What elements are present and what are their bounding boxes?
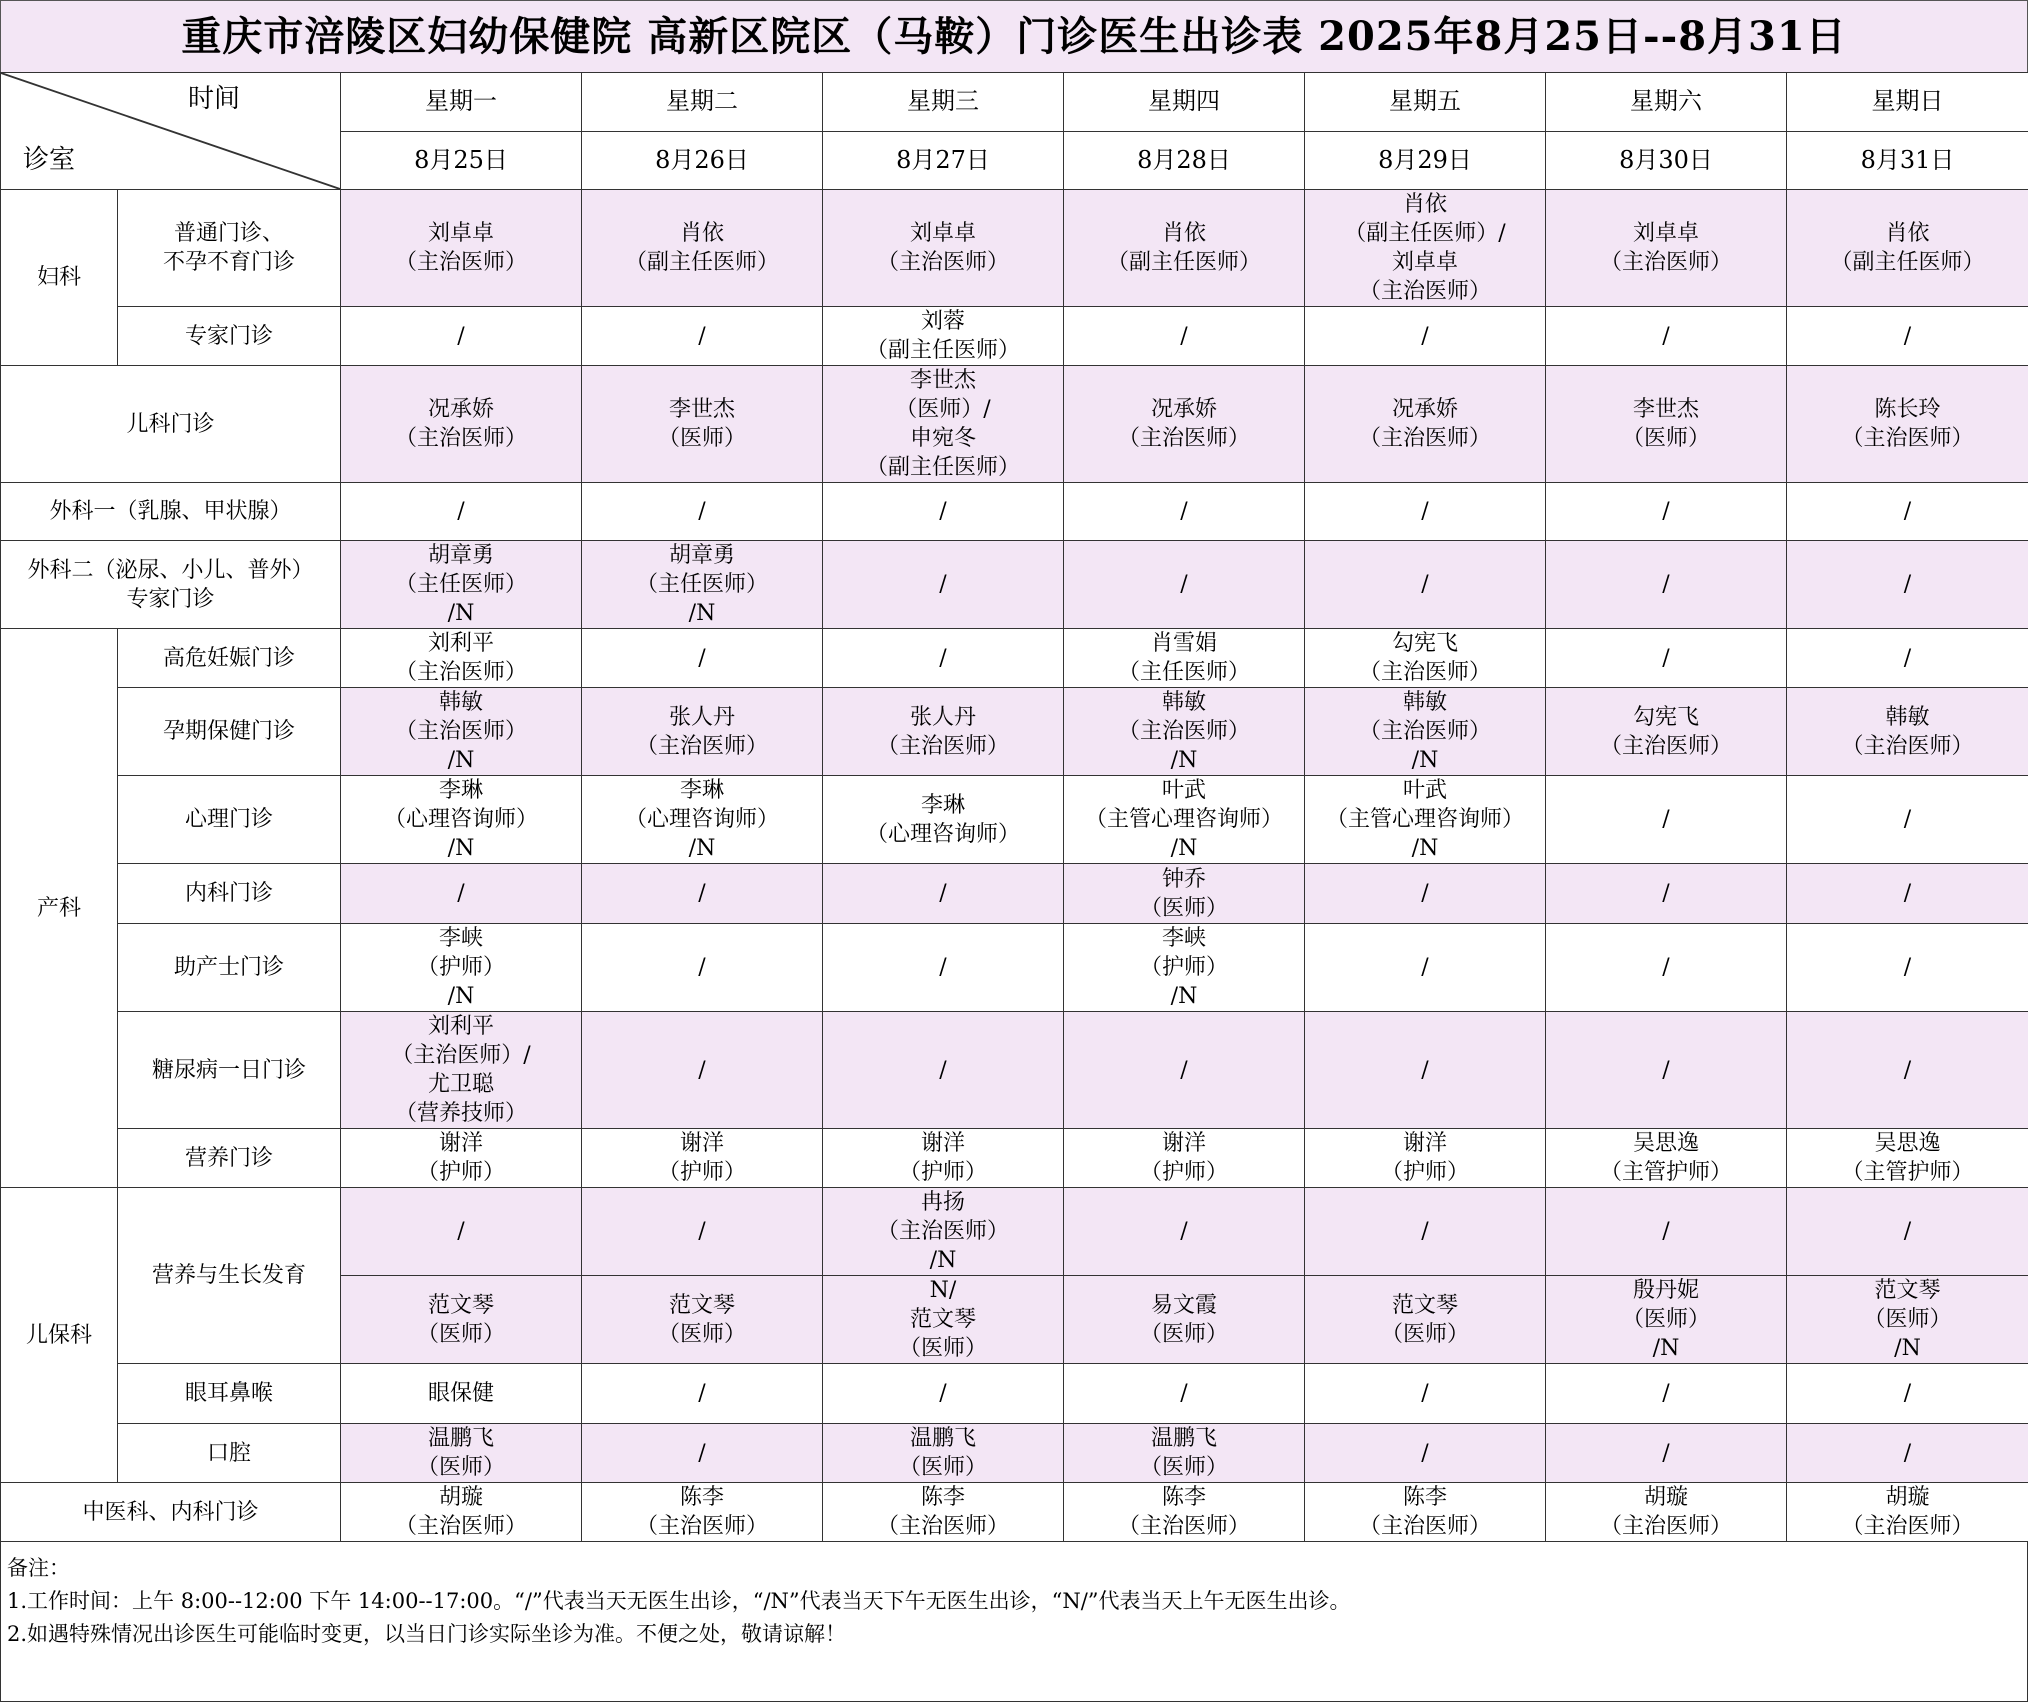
- schedule-cell: /: [1064, 307, 1305, 366]
- table-row: [1, 1424, 2028, 1483]
- schedule-cell: 肖雪娟 （主任医师）: [1064, 629, 1305, 688]
- schedule-cell: /: [823, 483, 1064, 541]
- schedule-cell: 肖依 （副主任医师）/ 刘卓卓 （主治医师）: [1305, 190, 1546, 307]
- clinic-cell: 营养门诊: [118, 1129, 341, 1188]
- schedule-cell: 李世杰 （医师）: [582, 366, 823, 483]
- schedule-cell: /: [1546, 629, 1787, 688]
- schedule-cell: /: [341, 1188, 582, 1276]
- schedule-cell: 范文琴 （医师）: [1305, 1276, 1546, 1364]
- schedule-cell: 刘蓉 （副主任医师）: [823, 307, 1064, 366]
- schedule-cell: /: [1787, 629, 2028, 688]
- schedule-cell: 李峡 （护师） /N: [341, 924, 582, 1012]
- schedule-cell: /: [1305, 307, 1546, 366]
- schedule-cell: 勾宪飞 （主治医师）: [1546, 688, 1787, 776]
- schedule-cell: 刘卓卓 （主治医师）: [1546, 190, 1787, 307]
- schedule-cell: 刘卓卓 （主治医师）: [823, 190, 1064, 307]
- department-cell: 妇科: [1, 190, 118, 366]
- schedule-cell: 吴思逸 （主管护师）: [1546, 1129, 1787, 1188]
- weekday-header: 星期四: [1064, 73, 1305, 132]
- department-cell: 中医科、内科门诊: [1, 1483, 341, 1542]
- notes-line: 1.工作时间：上午 8:00--12:00 下午 14:00--17:00。“/”代表当天无医生出诊，“/N”代表当天下午无医生出诊，“N/”代表当天上午无医生出诊。: [7, 1585, 2021, 1618]
- schedule-cell: 陈李 （主治医师）: [823, 1483, 1064, 1542]
- schedule-cell: /: [1787, 1012, 2028, 1129]
- schedule-cell: 谢洋 （护师）: [582, 1129, 823, 1188]
- table-row: [1, 190, 2028, 307]
- schedule-cell: /: [1787, 483, 2028, 541]
- schedule-cell: 肖依 （副主任医师）: [1064, 190, 1305, 307]
- schedule-cell: /: [1064, 1188, 1305, 1276]
- schedule-cell: /: [1787, 1188, 2028, 1276]
- schedule-cell: 李琳 （心理咨询师） /N: [582, 776, 823, 864]
- schedule-cell: /: [1546, 1012, 1787, 1129]
- schedule-cell: /: [1546, 541, 1787, 629]
- schedule-cell: /: [582, 1012, 823, 1129]
- schedule-cell: 况承娇 （主治医师）: [341, 366, 582, 483]
- schedule-cell: 韩敏 （主治医师） /N: [1064, 688, 1305, 776]
- schedule-cell: /: [1064, 483, 1305, 541]
- schedule-cell: /: [1064, 541, 1305, 629]
- schedule-cell: /: [823, 924, 1064, 1012]
- schedule-cell: 李世杰 （医师）/ 申宛冬 （副主任医师）: [823, 366, 1064, 483]
- schedule-cell: /: [1305, 1424, 1546, 1483]
- schedule-cell: /: [1546, 864, 1787, 924]
- schedule-cell: 谢洋 （护师）: [1064, 1129, 1305, 1188]
- table-row: [1, 1364, 2028, 1424]
- schedule-cell: /: [1546, 1424, 1787, 1483]
- schedule-cell: /: [1546, 307, 1787, 366]
- schedule-cell: /: [823, 1364, 1064, 1424]
- table-row: [1, 776, 2028, 864]
- clinic-cell: 糖尿病一日门诊: [118, 1012, 341, 1129]
- schedule-cell: /: [1787, 776, 2028, 864]
- schedule-cell: 张人丹 （主治医师）: [582, 688, 823, 776]
- schedule-table: [0, 72, 2028, 1542]
- schedule-cell: /: [341, 307, 582, 366]
- schedule-cell: /: [582, 924, 823, 1012]
- clinic-cell: 助产士门诊: [118, 924, 341, 1012]
- schedule-cell: 勾宪飞 （主治医师）: [1305, 629, 1546, 688]
- department-cell: 外科一（乳腺、甲状腺）: [1, 483, 341, 541]
- table-row: [1, 1483, 2028, 1542]
- schedule-cell: 李琳 （心理咨询师） /N: [341, 776, 582, 864]
- schedule-cell: /: [582, 483, 823, 541]
- schedule-cell: /: [1787, 541, 2028, 629]
- schedule-cell: 陈李 （主治医师）: [582, 1483, 823, 1542]
- department-cell: 儿科门诊: [1, 366, 341, 483]
- weekday-header: 星期三: [823, 73, 1064, 132]
- date-header: 8月30日: [1546, 131, 1787, 190]
- schedule-cell: 谢洋 （护师）: [1305, 1129, 1546, 1188]
- schedule-cell: /: [341, 864, 582, 924]
- schedule-cell: /: [1787, 1364, 2028, 1424]
- table-row: [1, 541, 2028, 629]
- clinic-cell: 心理门诊: [118, 776, 341, 864]
- schedule-cell: 胡章勇 （主任医师） /N: [582, 541, 823, 629]
- notes-line: 2.如遇特殊情况出诊医生可能临时变更，以当日门诊实际坐诊为准。不便之处，敬请谅解！: [7, 1618, 2021, 1651]
- schedule-cell: 韩敏 （主治医师）: [1787, 688, 2028, 776]
- schedule-cell: 温鹏飞 （医师）: [823, 1424, 1064, 1483]
- clinic-cell: 专家门诊: [118, 307, 341, 366]
- weekday-header: 星期五: [1305, 73, 1546, 132]
- schedule-cell: /: [1305, 541, 1546, 629]
- schedule-cell: /: [1787, 864, 2028, 924]
- schedule-cell: 韩敏 （主治医师） /N: [341, 688, 582, 776]
- schedule-cell: 谢洋 （护师）: [341, 1129, 582, 1188]
- schedule-cell: /: [1546, 483, 1787, 541]
- table-row: [1, 1012, 2028, 1129]
- schedule-cell: 范文琴 （医师） /N: [1787, 1276, 2028, 1364]
- schedule-cell: 陈李 （主治医师）: [1064, 1483, 1305, 1542]
- schedule-cell: N/ 范文琴 （医师）: [823, 1276, 1064, 1364]
- table-row: [1, 366, 2028, 483]
- corner-header: [1, 73, 341, 190]
- schedule-cell: 范文琴 （医师）: [341, 1276, 582, 1364]
- weekday-header: 星期一: [341, 73, 582, 132]
- schedule-cell: /: [582, 307, 823, 366]
- table-row: [1, 483, 2028, 541]
- department-cell: 产科: [1, 629, 118, 1188]
- date-header: 8月28日: [1064, 131, 1305, 190]
- schedule-cell: /: [582, 1424, 823, 1483]
- date-header: 8月31日: [1787, 131, 2028, 190]
- schedule-cell: 刘利平 （主治医师）/ 尤卫聪 （营养技师）: [341, 1012, 582, 1129]
- schedule-cell: /: [1546, 924, 1787, 1012]
- clinic-cell: 孕期保健门诊: [118, 688, 341, 776]
- schedule-cell: 冉扬 （主治医师） /N: [823, 1188, 1064, 1276]
- schedule-cell: 胡璇 （主治医师）: [1787, 1483, 2028, 1542]
- schedule-cell: /: [1305, 483, 1546, 541]
- schedule-cell: 叶武 （主管心理咨询师） /N: [1305, 776, 1546, 864]
- schedule-cell: /: [582, 629, 823, 688]
- schedule-cell: /: [1546, 776, 1787, 864]
- schedule-cell: 李峡 （护师） /N: [1064, 924, 1305, 1012]
- schedule-cell: /: [1305, 924, 1546, 1012]
- clinic-cell: 高危妊娠门诊: [118, 629, 341, 688]
- schedule-cell: 钟乔 （医师）: [1064, 864, 1305, 924]
- schedule-cell: 胡璇 （主治医师）: [1546, 1483, 1787, 1542]
- schedule-cell: 韩敏 （主治医师） /N: [1305, 688, 1546, 776]
- table-row: [1, 629, 2028, 688]
- date-header: 8月26日: [582, 131, 823, 190]
- schedule-cell: /: [582, 1364, 823, 1424]
- clinic-cell: 口腔: [118, 1424, 341, 1483]
- schedule-cell: /: [582, 1188, 823, 1276]
- date-header: 8月29日: [1305, 131, 1546, 190]
- notes-heading: 备注：: [7, 1552, 2021, 1585]
- schedule-cell: 刘卓卓 （主治医师）: [341, 190, 582, 307]
- table-row: [1, 864, 2028, 924]
- schedule-cell: /: [1305, 1012, 1546, 1129]
- schedule-cell: /: [823, 541, 1064, 629]
- schedule-cell: 谢洋 （护师）: [823, 1129, 1064, 1188]
- schedule-cell: /: [1305, 1364, 1546, 1424]
- schedule-cell: /: [341, 483, 582, 541]
- schedule-cell: /: [1064, 1364, 1305, 1424]
- schedule-cell: /: [823, 629, 1064, 688]
- schedule-cell: 刘利平 （主治医师）: [341, 629, 582, 688]
- date-header: 8月25日: [341, 131, 582, 190]
- clinic-cell: 普通门诊、 不孕不育门诊: [118, 190, 341, 307]
- schedule-cell: 况承娇 （主治医师）: [1064, 366, 1305, 483]
- table-row: [1, 1188, 2028, 1276]
- schedule-cell: /: [1064, 1012, 1305, 1129]
- schedule-cell: /: [1305, 864, 1546, 924]
- schedule-cell: 范文琴 （医师）: [582, 1276, 823, 1364]
- schedule-cell: 陈李 （主治医师）: [1305, 1483, 1546, 1542]
- notes: [0, 1542, 2028, 1702]
- schedule-cell: /: [823, 864, 1064, 924]
- clinic-cell: 营养与生长发育: [118, 1188, 341, 1364]
- schedule-cell: 温鹏飞 （医师）: [1064, 1424, 1305, 1483]
- schedule-cell: 李琳 （心理咨询师）: [823, 776, 1064, 864]
- schedule-cell: 张人丹 （主治医师）: [823, 688, 1064, 776]
- weekday-header: 星期日: [1787, 73, 2028, 132]
- weekday-header: 星期六: [1546, 73, 1787, 132]
- clinic-cell: 眼耳鼻喉: [118, 1364, 341, 1424]
- schedule-cell: /: [582, 864, 823, 924]
- table-row: [1, 924, 2028, 1012]
- schedule-cell: /: [1787, 1424, 2028, 1483]
- schedule-cell: 吴思逸 （主管护师）: [1787, 1129, 2028, 1188]
- date-header: 8月27日: [823, 131, 1064, 190]
- schedule-cell: 况承娇 （主治医师）: [1305, 366, 1546, 483]
- schedule-cell: 眼保健: [341, 1364, 582, 1424]
- schedule-cell: 殷丹妮 （医师） /N: [1546, 1276, 1787, 1364]
- schedule-cell: 胡璇 （主治医师）: [341, 1483, 582, 1542]
- schedule-cell: /: [823, 1012, 1064, 1129]
- schedule-cell: /: [1546, 1188, 1787, 1276]
- schedule-cell: 肖依 （副主任医师）: [582, 190, 823, 307]
- schedule-cell: 温鹏飞 （医师）: [341, 1424, 582, 1483]
- room-label: 诊室: [23, 146, 75, 175]
- schedule-cell: 肖依 （副主任医师）: [1787, 190, 2028, 307]
- schedule-cell: 胡章勇 （主任医师） /N: [341, 541, 582, 629]
- department-cell: 儿保科: [1, 1188, 118, 1483]
- weekday-header: 星期二: [582, 73, 823, 132]
- department-cell: 外科二（泌尿、小儿、普外） 专家门诊: [1, 541, 341, 629]
- schedule-cell: 陈长玲 （主治医师）: [1787, 366, 2028, 483]
- schedule-title: 重庆市涪陵区妇幼保健院 高新区院区（马鞍）门诊医生出诊表 2025年8月25日--8月31日: [0, 0, 2028, 72]
- table-row: [1, 688, 2028, 776]
- schedule-cell: /: [1787, 924, 2028, 1012]
- time-label: 时间: [188, 85, 240, 114]
- schedule-cell: /: [1305, 1188, 1546, 1276]
- schedule-cell: 易文霞 （医师）: [1064, 1276, 1305, 1364]
- clinic-cell: 内科门诊: [118, 864, 341, 924]
- schedule-cell: /: [1787, 307, 2028, 366]
- schedule-body: [1, 190, 2028, 1542]
- schedule-cell: 李世杰 （医师）: [1546, 366, 1787, 483]
- table-row: [1, 307, 2028, 366]
- table-row: [1, 1129, 2028, 1188]
- schedule-cell: 叶武 （主管心理咨询师） /N: [1064, 776, 1305, 864]
- schedule-cell: /: [1546, 1364, 1787, 1424]
